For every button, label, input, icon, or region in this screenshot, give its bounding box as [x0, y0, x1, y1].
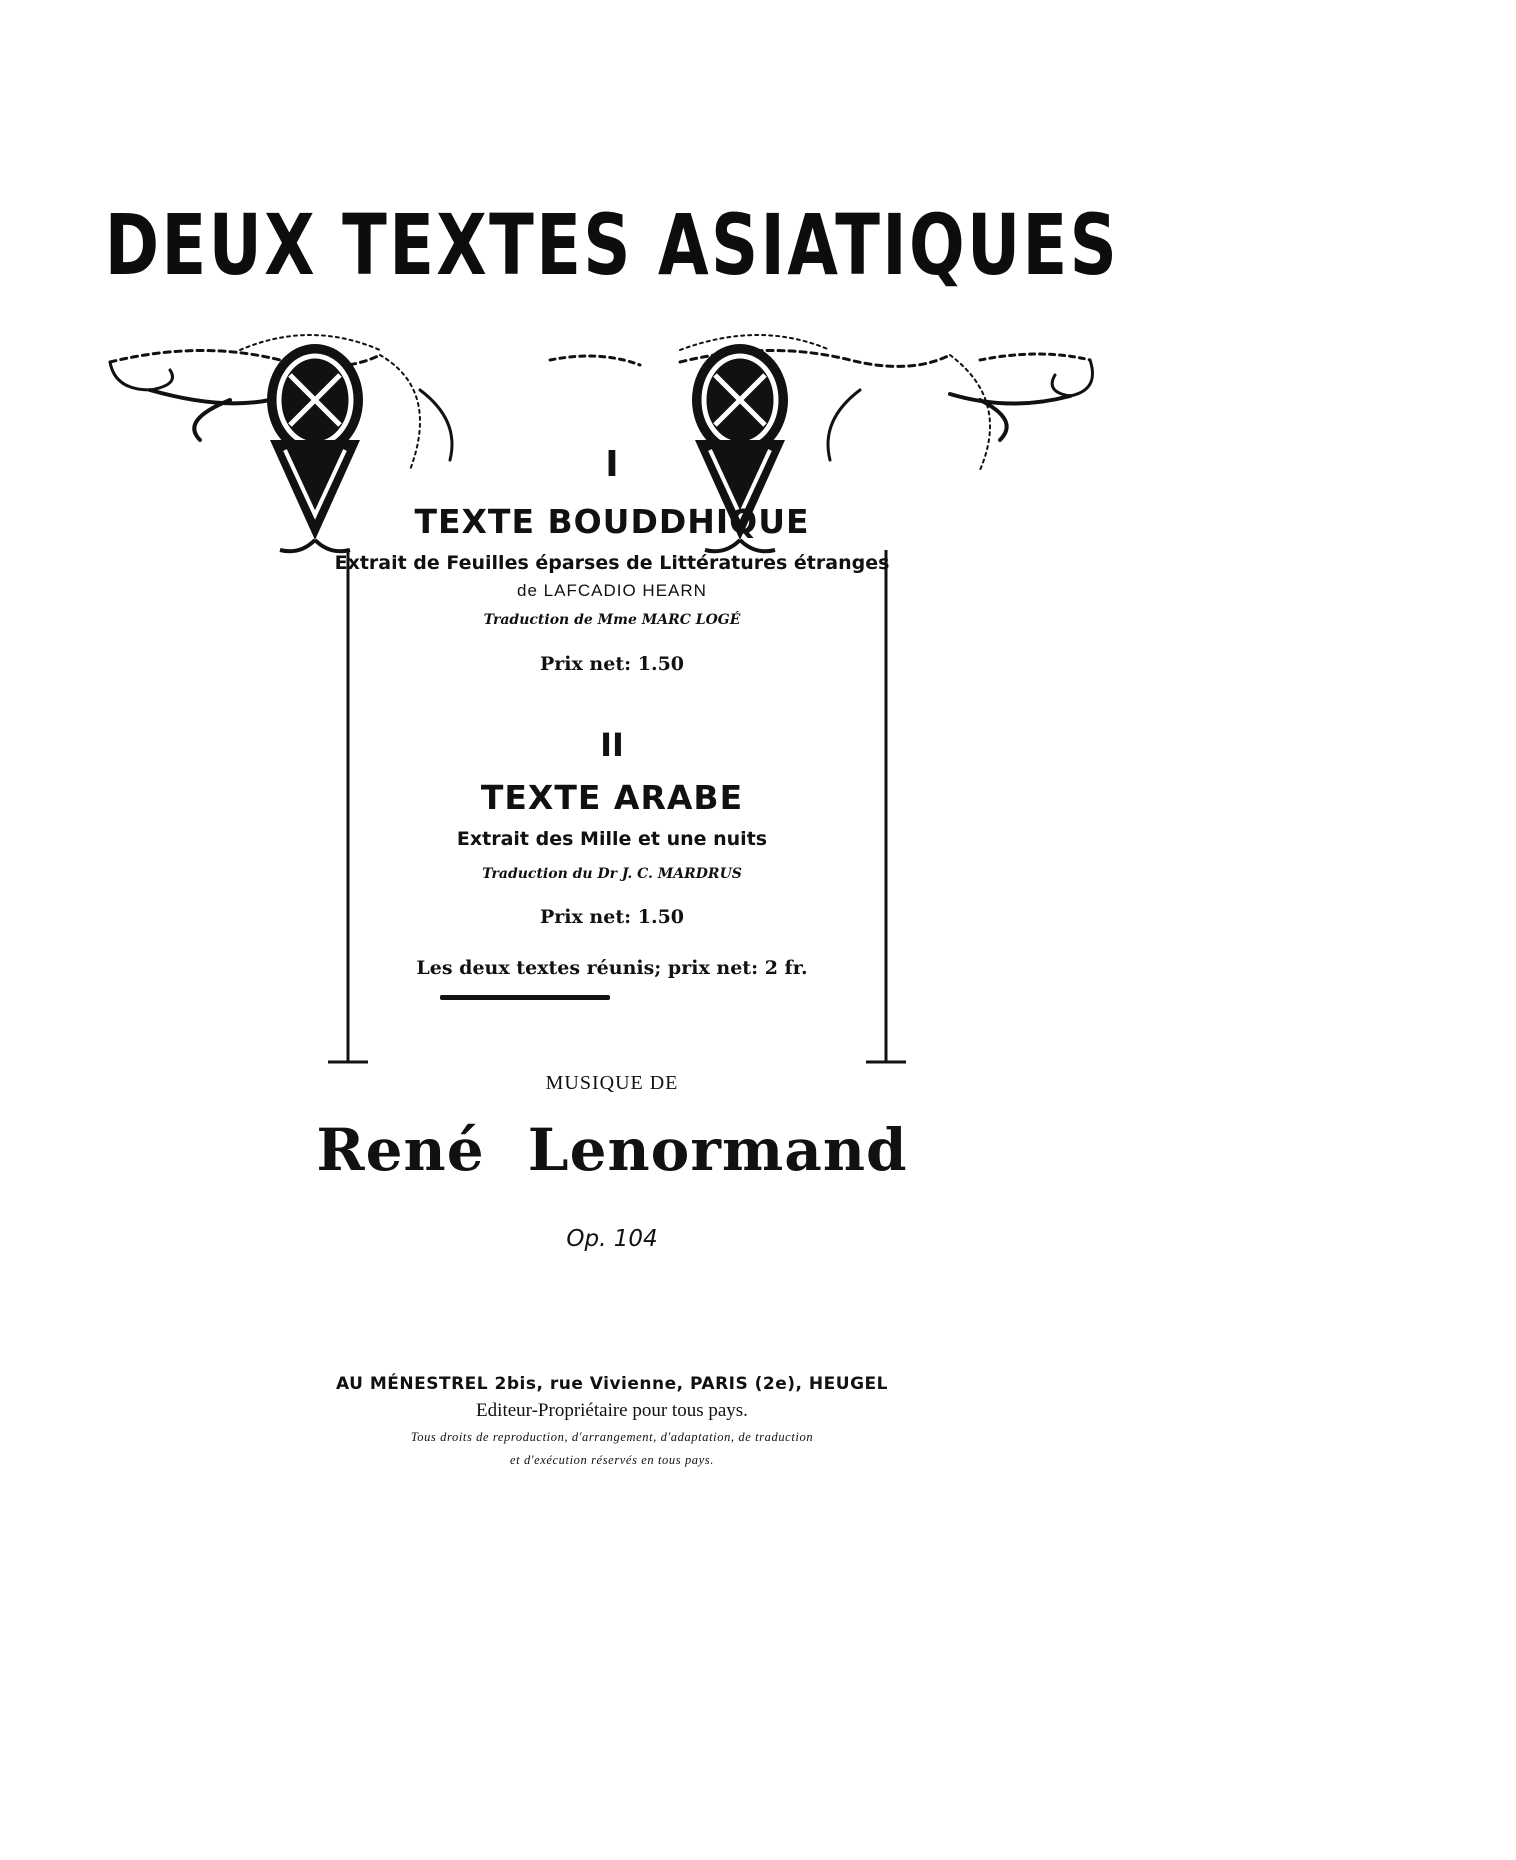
section-1-price: Prix net: 1.50	[539, 653, 685, 675]
section-1-title: TEXTE BOUDDHIQUE	[414, 502, 810, 541]
publisher-role: Editeur-Propriétaire pour tous pays.	[476, 1400, 748, 1421]
section-2-translation: Traduction du Dr J. C. MARDRUS	[482, 866, 742, 882]
section-1-source: Extrait de Feuilles éparses de Littératures étranges	[334, 552, 890, 574]
music-by-label: MUSIQUE DE	[545, 1072, 679, 1094]
combined-price: Les deux textes réunis; prix net: 2 fr.	[416, 957, 808, 979]
section-1-author: de LAFCADIO HEARN	[517, 581, 707, 600]
section-1-numeral: I	[605, 444, 619, 485]
left-knot-emblem	[267, 344, 363, 551]
main-title: DEUX TEXTES ASIATIQUES	[104, 196, 1120, 294]
rights-line-1: Tous droits de reproduction, d'arrangement, d'adaptation, de traduction	[410, 1430, 814, 1444]
section-2-numeral: II	[600, 726, 624, 764]
publisher-line: AU MÉNESTREL 2bis, rue Vivienne, PARIS (2e), HEUGEL	[336, 1374, 888, 1394]
combined-price-underline	[440, 995, 610, 1000]
section-2-source: Extrait des Mille et une nuits	[456, 828, 768, 850]
rights-line-2: et d'exécution réservés en tous pays.	[510, 1453, 714, 1467]
composer-name: René Lenormand	[316, 1116, 908, 1184]
section-1-translation: Traduction de Mme MARC LOGÉ	[483, 612, 741, 628]
section-2-title: TEXTE ARABE	[480, 778, 744, 817]
section-2-price: Prix net: 1.50	[539, 906, 685, 928]
opus-number: Op. 104	[566, 1226, 658, 1252]
